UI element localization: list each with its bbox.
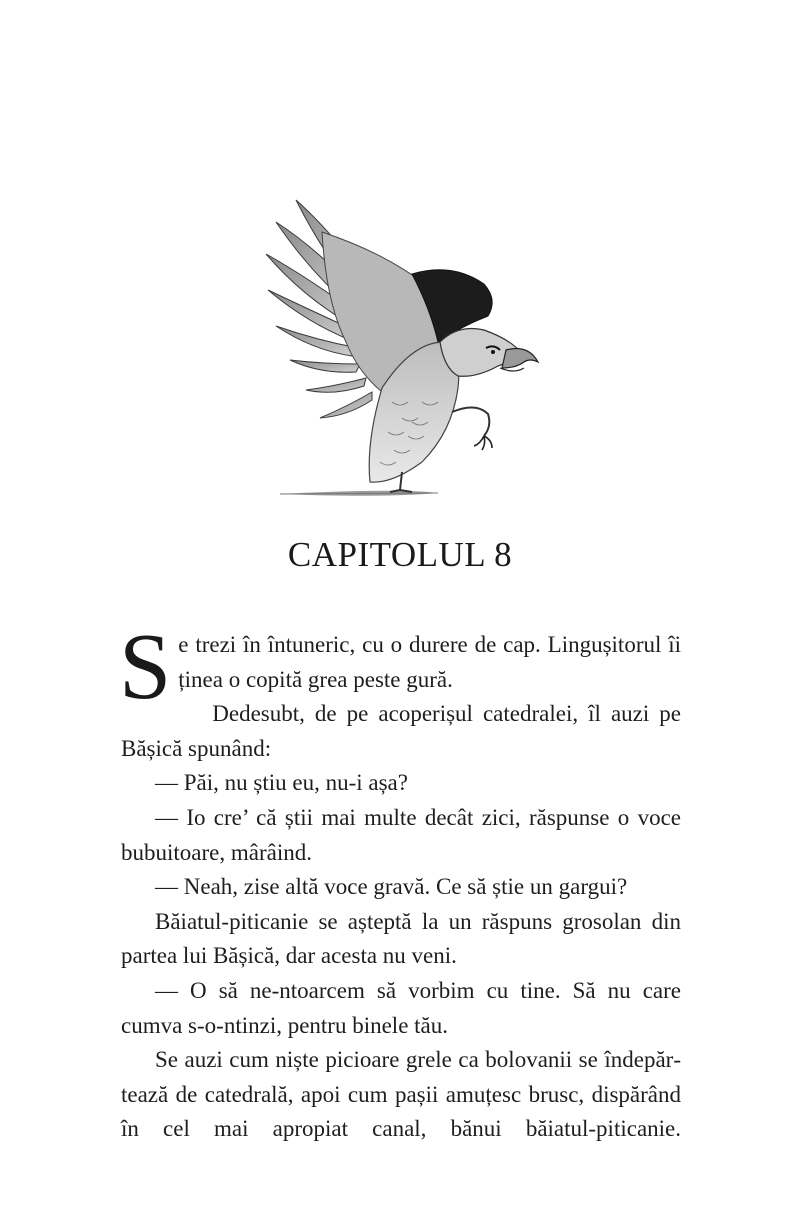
paragraph: — O să ne-ntoarcem să vorbim cu tine. Să nu care cumva s-o-ntinzi, pentru binele tău. (121, 977, 681, 1038)
paragraph: Se trezi în întuneric, cu o durere de cap. Lingușitorul îi ținea o copită grea peste gură. (119, 615, 681, 719)
paragraph: — Io cre’ că știi mai multe decât zici, răspunse o voce bubuitoare, mârâind. (121, 804, 681, 865)
paragraph: — Neah, zise altă voce gravă. Ce să știe un gargui? (155, 874, 628, 900)
gargoyle-bird-illustration (262, 192, 544, 504)
paragraph: Dedesubt, de pe acoperișul catedralei, îl auzi pe Bășică spunând: (121, 701, 681, 761)
chapter-text (119, 615, 681, 1147)
paragraph: Se auzi cum niște picioare grele ca bolovanii se îndepărtează de catedrală, apoi cum pașii amuțesc brusc, dispărând în cel mai apropiat canal, bănui băiatul-piticanie. (121, 1047, 681, 1142)
paragraph: Băiatul-piticanie se așteptă la un răspuns grosolan din partea lui Bășică, dar acesta nu veni. (121, 908, 681, 969)
drop-cap: S (119, 615, 172, 719)
chapter-title: CAPITOLUL 8 (287, 535, 513, 574)
paragraph: — Păi, nu știu eu, nu-i așa? (155, 770, 408, 796)
gargoyle-bird-icon (262, 192, 544, 504)
